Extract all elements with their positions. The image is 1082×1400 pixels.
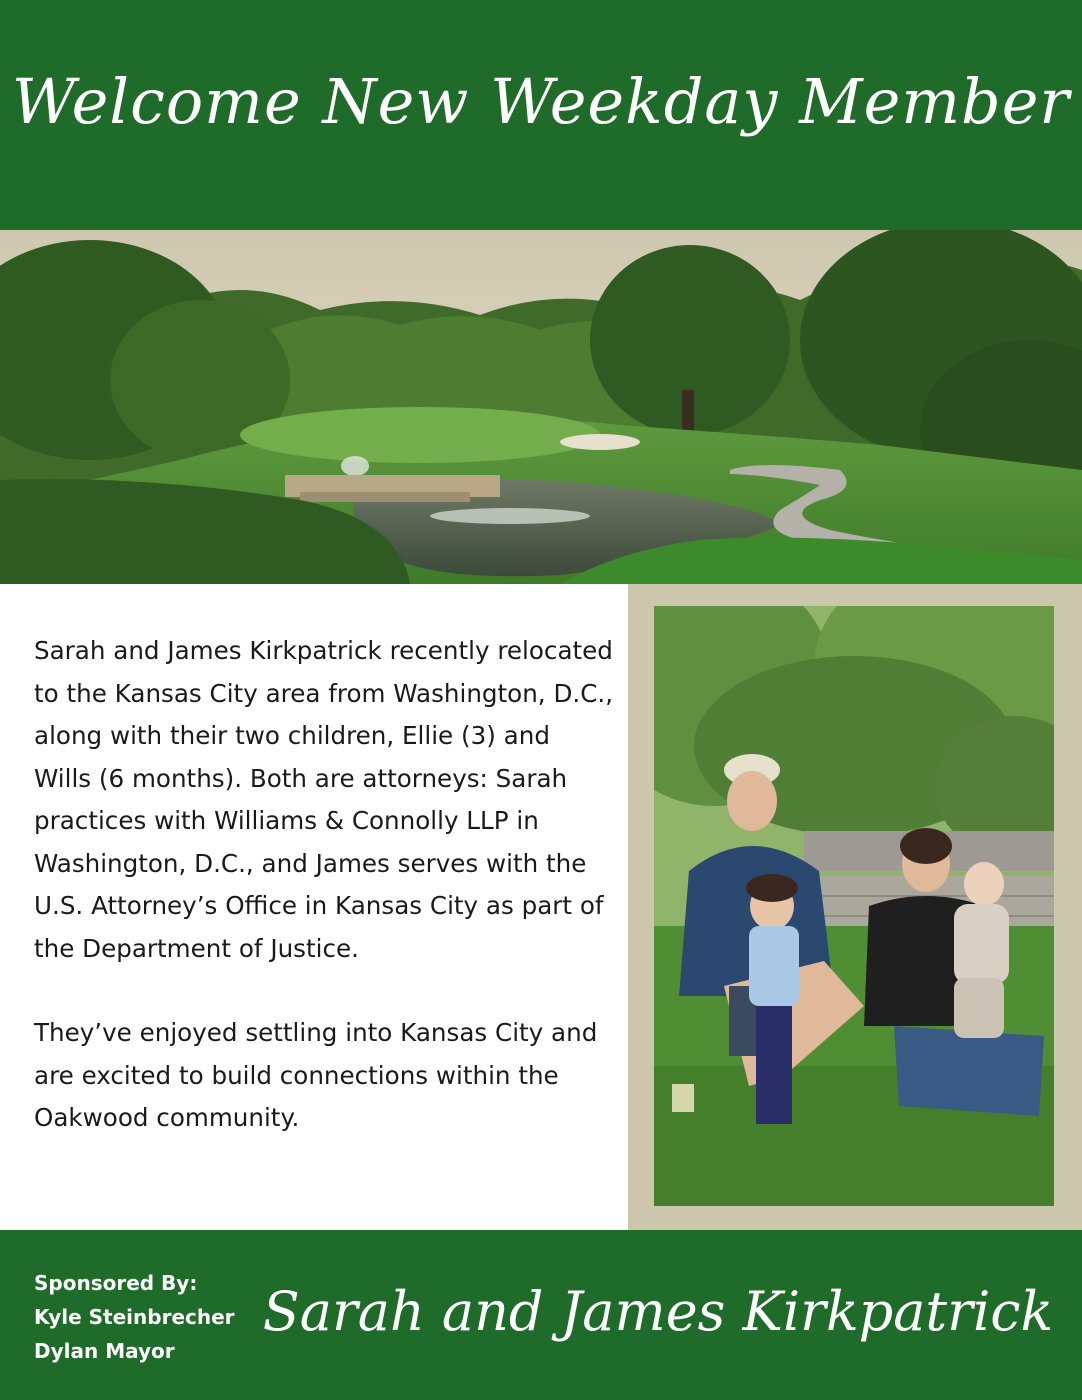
- sponsor-block: [34, 1266, 235, 1368]
- sponsor-name: Dylan Mayor: [34, 1339, 175, 1363]
- member-bio: [34, 630, 614, 1182]
- hero-golf-course-image: [0, 230, 1082, 584]
- sponsor-name: Kyle Steinbrecher: [34, 1305, 235, 1329]
- header-banner: [0, 0, 1082, 230]
- member-name: Sarah and James Kirkpatrick: [262, 1280, 1054, 1343]
- page-title: Welcome New Weekday Member: [11, 65, 1071, 138]
- bio-paragraph-1: Sarah and James Kirkpatrick recently relocated to the Kansas City area from Washington, D.C., along with their two children, Ellie (3) and Wills (6 months). Both are attorneys: Sarah practices with Williams & Connolly LLP in Washington, D.C., and James serves with the U.S. Attorney’s Office in Kansas City as part of the Department of Justice.: [34, 636, 614, 963]
- sponsored-by-label: Sponsored By:: [34, 1271, 198, 1295]
- family-photo: [654, 606, 1054, 1206]
- bio-paragraph-2: They’ve enjoyed settling into Kansas City and are excited to build connections within the Oakwood community.: [34, 1018, 598, 1132]
